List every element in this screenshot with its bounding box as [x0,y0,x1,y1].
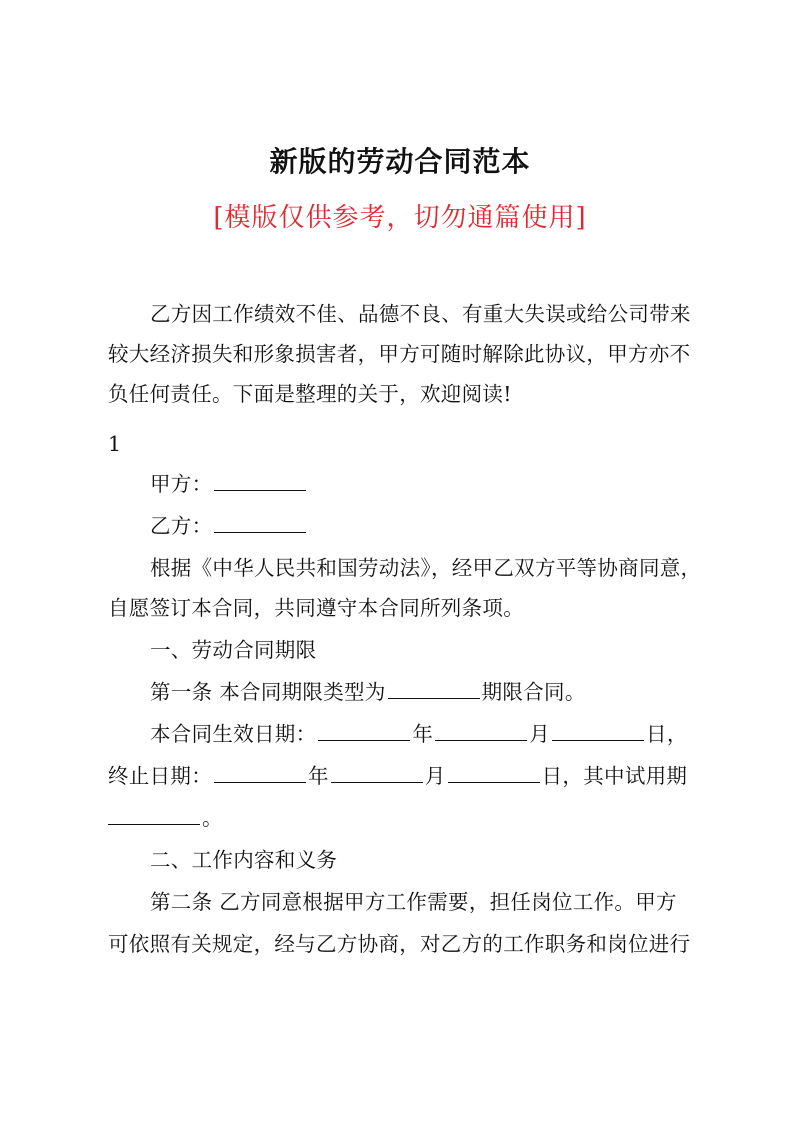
section-two-heading: 二、工作内容和义务 [150,848,338,872]
termination-day-blank[interactable] [448,764,540,783]
document-title: 新版的劳动合同范本 [269,145,531,178]
party-b-blank[interactable] [214,514,306,533]
trial-period-line [108,804,223,832]
termination-year-blank[interactable] [214,764,306,783]
intro-line-1: 乙方因工作绩效不佳、品德不良、有重大失误或给公司带来 [150,302,691,326]
party-b-line [150,512,308,540]
template-disclaimer: [模版仅供参考，切勿通篇使用] [213,203,587,233]
intro-line-3: 负任何责任。下面是整理的关于，欢迎阅读! [108,382,512,406]
trial-period-end: 。 [202,806,223,830]
party-b-label: 乙方： [150,514,213,538]
effective-date-label: 本合同生效日期： [150,722,317,746]
basis-line-2: 自愿签订本合同，共同遵守本合同所列条项。 [108,596,524,620]
effective-year-blank[interactable] [318,722,410,741]
effective-year-unit: 年 [412,722,434,746]
article-one-suffix: 期限合同。 [481,680,586,704]
effective-day-unit: 日， [646,722,688,746]
basis-line-1: 根据《中华人民共和国劳动法》，经甲乙双方平等协商同意， [150,556,702,580]
party-a-line [150,470,308,498]
termination-month-blank[interactable] [331,764,423,783]
effective-day-blank[interactable] [552,722,644,741]
contract-type-blank[interactable] [388,680,480,699]
effective-date-line [150,720,688,748]
termination-year-unit: 年 [308,764,329,788]
termination-date-label: 终止日期： [108,764,212,788]
article-two-line-2: 可依照有关规定，经与乙方协商，对乙方的工作职务和岗位进行 [108,932,691,956]
effective-month-blank[interactable] [435,722,527,741]
trial-period-blank[interactable] [108,806,200,825]
effective-month-unit: 月 [529,722,551,746]
section-number: 1 [108,432,122,456]
article-one-text: 第一条 本合同期限类型为 [150,680,386,704]
intro-line-2: 较大经济损失和形象损害者，甲方可随时解除此协议，甲方亦不 [108,342,691,366]
article-one [150,678,586,706]
termination-date-line [108,762,687,790]
party-a-label: 甲方： [150,472,213,496]
section-one-heading: 一、劳动合同期限 [150,638,317,662]
termination-month-unit: 月 [424,764,446,788]
article-two-line-1: 第二条 乙方同意根据甲方工作需要，担任岗位工作。甲方 [150,890,677,914]
termination-day-trial-text: 日，其中试用期 [541,764,688,788]
party-a-blank[interactable] [214,472,306,491]
